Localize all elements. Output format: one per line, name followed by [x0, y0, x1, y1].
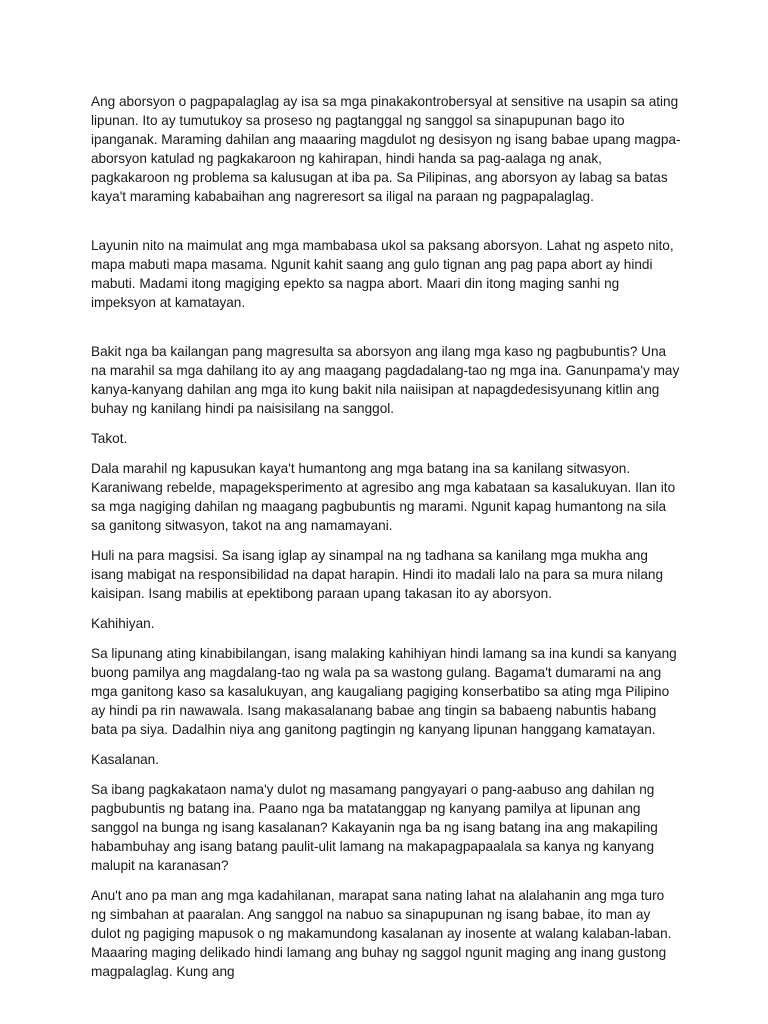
- paragraph-conclusion: Anu't ano pa man ang mga kadahilanan, marapat sana nating lahat na alalahanin ang mga turo ng simbahan at paaralan. Ang sanggol na nabuo sa sinapupunan ng isang babae, ito man ay dulot ng pagiging mapusok o ng makamundong kasalanan ay inosente at walang kalaban-laban. Maaaring maging delikado hindi lamang ang buhay ng saggol ngunit maging ang inang gustong magpalaglag. Kung ang: [91, 888, 672, 979]
- heading-kasalanan: Kasalanan.: [91, 752, 160, 767]
- heading-kahihiyan: Kahihiyan.: [91, 616, 155, 631]
- heading-takot: Takot.: [91, 431, 128, 446]
- paragraph-takot-1: Dala marahil ng kapusukan kaya't humantong ang mga batang ina sa kanilang sitwasyon. Karaniwang rebelde, mapageksperimento at agresibo ang mga kabataan sa kasalukuyan. Ilan ito sa mga nagiging dahilan ng maagang pagbubuntis ng marami. Ngunit kapag humantong na sila sa ganitong sitwasyon, takot na ang namamayani.: [91, 461, 676, 533]
- document-body: [91, 92, 683, 992]
- paragraph-kasalanan: Sa ibang pagkakataon nama'y dulot ng masamang pangyayari o pang-aabuso ang dahilan ng pagbubuntis ng batang ina. Paano nga ba matatanggap ng kanyang pamilya at lipunan ang sanggol na bunga ng isang kasalanan? Kakayanin nga ba ng isang batang ina ang makapiling habambuhay ang isang batang paulit-ulit lamang na makapagpapaalala sa kanya ng kanyang malupit na karanasan?: [91, 782, 658, 873]
- paragraph-kahihiyan: Sa lipunang ating kinabibilangan, isang malaking kahihiyan hindi lamang sa ina kundi sa kanyang buong pamilya ang magdalang-tao ng wala pa sa wastong gulang. Bagama't dumarami na ang mga ganitong kaso sa kasalukuyan, ang kaugaliang pagiging konserbatibo sa ating mga Pilipino ay hindi pa rin nawawala. Isang makasalanang babae ang tingin sa babaeng nabuntis habang bata pa siya. Dadalhin niya ang ganitong pagtingin ng kanyang lipunan hanggang kamatayan.: [91, 646, 677, 737]
- paragraph-purpose: Layunin nito na maimulat ang mga mambabasa ukol sa paksang aborsyon. Lahat ng aspeto nito, mapa mabuti mapa masama. Ngunit kahit saang ang gulo tignan ang pag papa abort ay hindi mabuti. Madami itong magiging epekto sa nagpa abort. Maari din itong maging sanhi ng impeksyon at kamatayan.: [91, 238, 674, 310]
- paragraph-takot-2: Huli na para magsisi. Sa isang iglap ay sinampal na ng tadhana sa kanilang mga mukha ang isang mabigat na responsibilidad na dapat harapin. Hindi ito madali lalo na para sa mura nilang kaisipan. Isang mabilis at epektibong paraan upang takasan ito ay aborsyon.: [91, 548, 664, 601]
- paragraph-introduction: Ang aborsyon o pagpapalaglag ay isa sa mga pinakakontrobersyal at sensitive na usapin sa ating lipunan. Ito ay tumutukoy sa proseso ng pagtanggal ng sanggol sa sinapupunan bago ito ipanganak. Maraming dahilan ang maaaring magdulot ng desisyon ng isang babae upang magpa-aborsyon katulad ng pagkakaroon ng kahirapan, hindi handa sa pag-aalaga ng anak, pagkakaroon ng problema sa kalusugan at iba pa. Sa Pilipinas, ang aborsyon ay labag sa batas kaya't maraming kababaihan ang nagreresort sa iligal na paraan ng pagpapalaglag.: [91, 94, 681, 204]
- paragraph-reasons: Bakit nga ba kailangan pang magresulta sa aborsyon ang ilang mga kaso ng pagbubuntis? Una na marahil sa mga dahilang ito ay ang maagang pagdadalang-tao ng mga ina. Ganunpama'y may kanya-kanyang dahilan ang mga ito kung bakit nila naiisipan at napagdedesisyunang kitlin ang buhay ng kanilang hindi pa naisisilang na sanggol.: [91, 344, 680, 416]
